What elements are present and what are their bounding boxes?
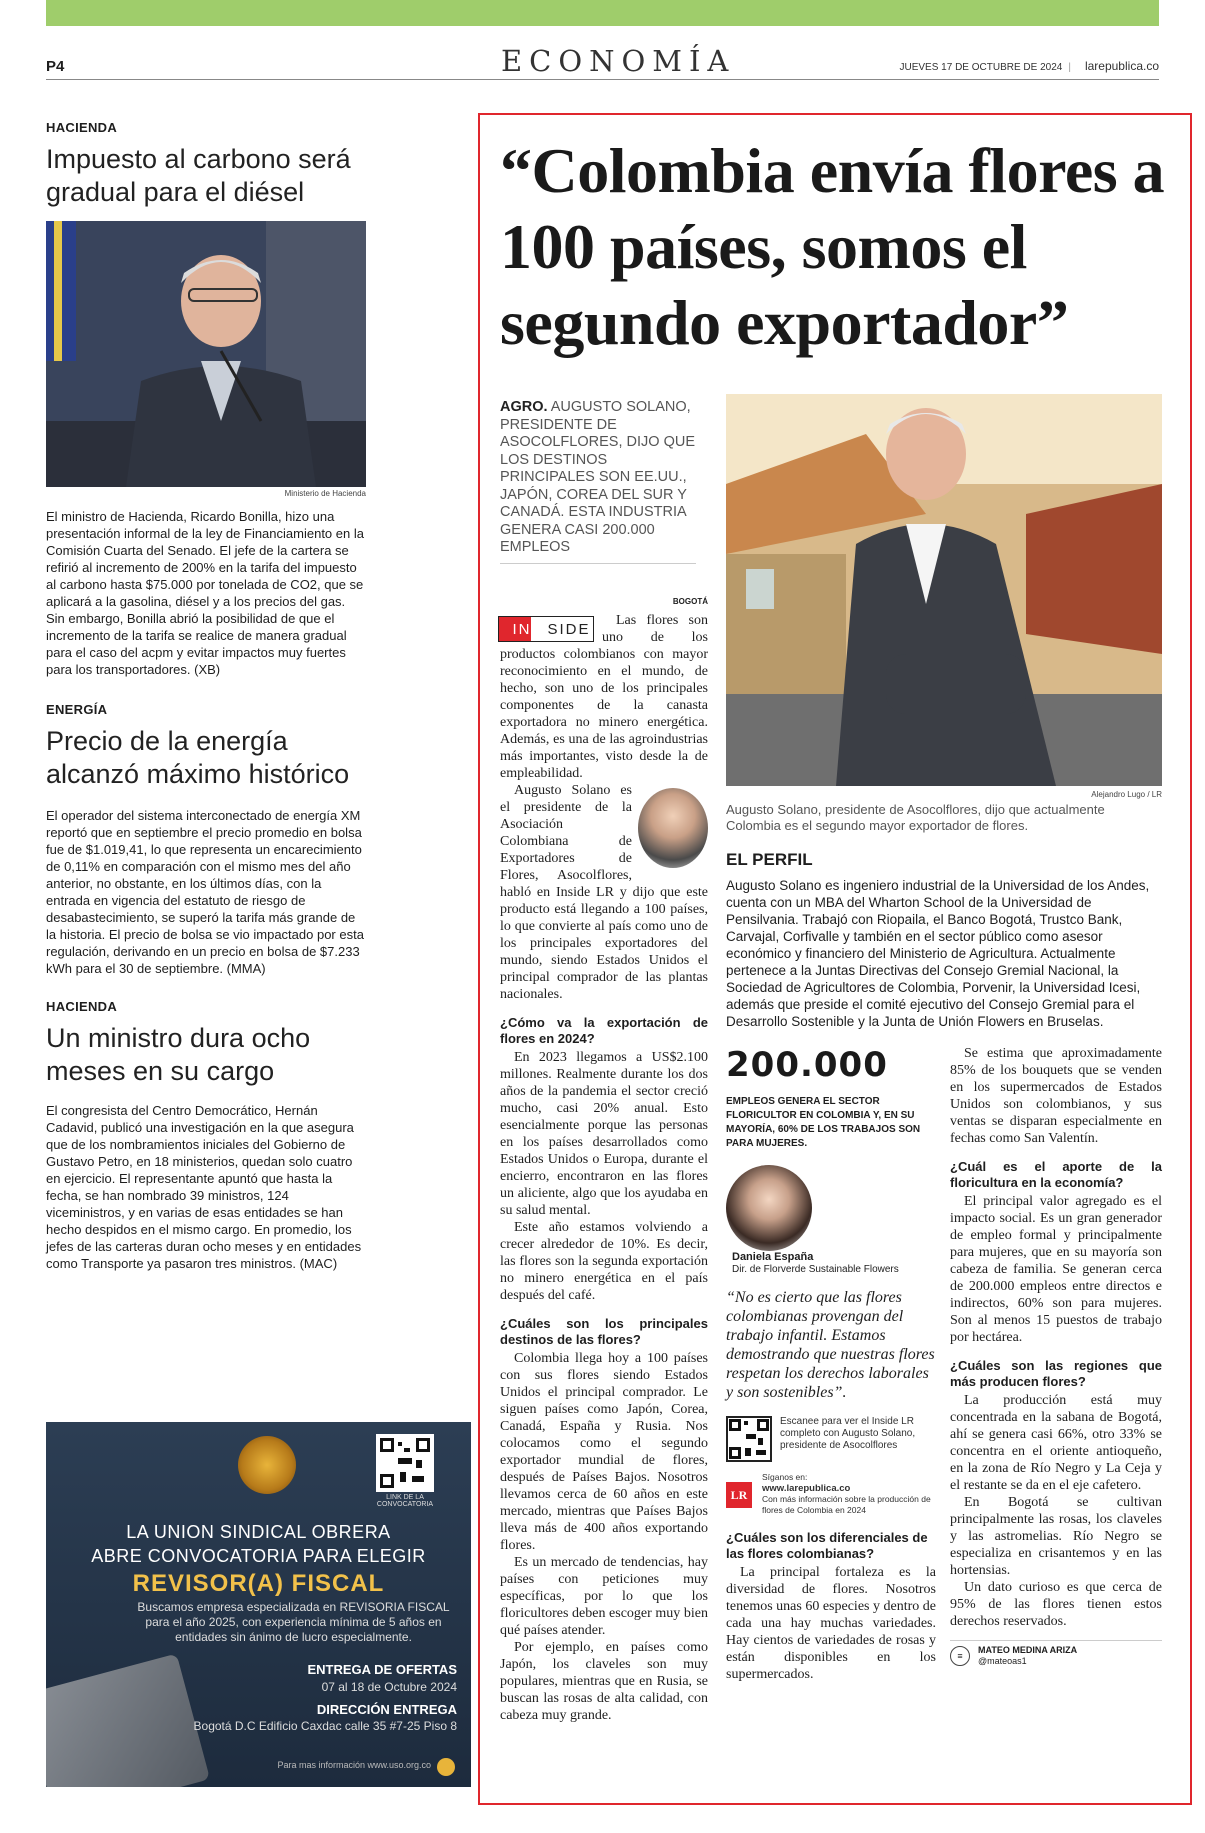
main-article: [478, 113, 1192, 1805]
lr-logo-icon: LR: [726, 1482, 752, 1508]
brief-ministers: [46, 999, 366, 1272]
top-color-bar: [46, 0, 1159, 26]
city-label: BOGOTÁ: [672, 597, 708, 606]
paragraph-text: Augusto Solano es el presidente de la Asociación Colombiana de Exportadores de Flores, Asocolflores, habló en Inside LR y dijo que este producto está llegando a 100 países, lo que convierte al país como uno de los principales exportadores del mundo, siendo Estados Unidos el principal comprador de las plantas nacionales.: [500, 783, 708, 1002]
author-name: MATEO MEDINA ARIZA: [978, 1645, 1078, 1655]
minister-illustration: [46, 221, 366, 487]
ad-qr-code-icon[interactable]: [376, 1434, 434, 1492]
lr-follow: Síganos en:: [762, 1472, 808, 1482]
paragraph: Este año estamos volviendo a crecer alrededor de 10%. Es decir, las flores son la segunda exportación no minero energética en el país después del café.: [500, 1220, 708, 1303]
paragraph: En 2023 llegamos a US$2.100 millones. Realmente durante los dos años de la pandemia el sector creció mucho, casi 20% anual. Esto esencialmente porque las personas en los países desarrollados como Estados Unidos o Europa, durante el encierro, encontraron en las flores un aliciente, algo que los ayudaba en su salud mental.: [500, 1050, 708, 1218]
paragraph: Se estima que aproximadamente 85% de los bouquets que se venden en los supermercados de Estados Unidos son colombianos, y sus ventas se disparan especialmente en fechas como San Valentín.: [950, 1046, 1162, 1146]
lr-more: Con más información sobre la producción de flores de Colombia en 2024: [762, 1494, 931, 1515]
brief-body: El operador del sistema interconectado de energía XM reportó que en septiembre el precio promedio en bolsa fue de $1.019,41, lo que representa un encarecimiento de 0,11% en comparación con el mismo mes del año anterior, no obstante, en los últimos días, con la entrada en vigencia del estatuto de riesgo de desabastecimiento, se superó la tarifa más grande de la historia. El precio de bolsa se vio impactado por esta regulación, derivando en un precio en bolsa de $7.233 kWh para el 30 de septiembre. (MMA): [46, 808, 364, 976]
article-lead: [500, 399, 696, 564]
brief-title: Precio de la energía alcanzó máximo histórico: [46, 726, 350, 789]
big-number: 200.000: [726, 1045, 888, 1085]
byline-text: [978, 1645, 1077, 1667]
paragraph: Es un mercado de tendencias, hay países con peticiones muy específicas, por lo que los floricultores deben escoger muy bien qué países atender.: [500, 1555, 708, 1638]
paragraph: [500, 782, 708, 1003]
brief-energy: [46, 702, 366, 977]
profile-text: Augusto Solano es ingeniero industrial de la Universidad de los Andes, cuenta con un MBA del Wharton School de la Universidad de Pensilvania. Trabajó con Riopaila, el Banco Bogotá, Trustco Bank, Carvajal, Corfivalle y también en el sector público como asesor económico y financiero del Ministerio de Agricultura. Actualmente pertenece a la Juntas Directivas del Consejo Gremial Nacional, la Sociedad de Agricultores de Colombia, Porvenir, la Universidad Icesi, además que preside el comité ejecutivo del Consejo Gremial para el Desarrollo Sostenible y la Junta de Unión Flowers en Bruselas.: [726, 878, 1150, 1029]
author-chat-icon: ≡: [950, 1646, 970, 1666]
byline: [950, 1640, 1162, 1667]
solano-thumbnail: [638, 788, 708, 868]
calculator-icon: [46, 1654, 210, 1787]
article-column-3: [950, 1045, 1162, 1667]
coin-icon: [437, 1758, 455, 1776]
question: ¿Cómo va la exportación de flores en 2024?: [500, 1015, 708, 1046]
brief-title: Impuesto al carbono será gradual para el diésel: [46, 144, 351, 207]
paragraph: Un dato curioso es que cerca de 95% de las flores tienen estos derechos reservados.: [950, 1580, 1162, 1629]
union-seal-icon: [238, 1436, 296, 1494]
paragraph: Colombia llega hoy a 100 países con sus flores siendo Estados Unidos el principal comprador. Le siguen países como Japón, Corea, Canadá, España y Rusia. Nos colocamos como el segundo exportador mundial de flores, después de Países Bajos. Nosotros llevamos cerca de 60 años en este mercado, mientras que Países Bajos lleva más de 400 años exportando flores.: [500, 1351, 708, 1553]
quote-attribution: [732, 1251, 899, 1276]
paragraph: El principal valor agregado es el impacto social. Es un gran generador de empleo formal y principalmente para mujeres, que en su mayoría son cabeza de familia. Se generan cerca de 200.000 empleos entre directos e indirectos, 60% son para mujeres. Son al menos 15 puestos de trabajo por hectárea.: [950, 1194, 1162, 1345]
brief-kicker: HACIENDA: [46, 999, 118, 1014]
ad-line: 07 al 18 de Octubre 2024: [321, 1680, 457, 1694]
ad-address: Bogotá D.C Edificio Caxdac calle 35 #7-25 Piso 8: [193, 1719, 457, 1733]
paragraph: La principal fortaleza es la diversidad de flores. Nosotros tenemos unas 60 especies y dentro de cada una hay muchas variedades. Hay cientos de variedades de rosas y están disponibles en los supermercados.: [726, 1565, 936, 1682]
inside-qr-code-icon[interactable]: [726, 1416, 772, 1462]
photo-caption: Augusto Solano, presidente de Asocolflores, dijo que actualmente Colombia es el segundo mayor exportador de flores.: [726, 802, 1105, 833]
ad-line: ABRE CONVOCATORIA PARA ELEGIR: [91, 1546, 426, 1566]
lr-site-link[interactable]: www.larepublica.co: [762, 1483, 851, 1494]
ad-qr-label: LINK DE LA CONVOCATORIA: [376, 1494, 434, 1508]
ad-headline: REVISOR(A) FISCAL: [132, 1570, 385, 1597]
quote-role: Dir. de Florverde Sustainable Flowers: [732, 1264, 899, 1275]
issue-date: JUEVES 17 DE OCTUBRE DE 2024: [899, 62, 1063, 73]
paragraph: Por ejemplo, en países como Japón, los claveles son muy populares, mientras que en Rusia, se buscan las rosas de alta calidad, con cabeza muy grande.: [500, 1640, 708, 1723]
question: ¿Cuál es el aporte de la floricultura en la economía?: [950, 1159, 1162, 1190]
page-number: P4: [46, 58, 65, 75]
author-handle[interactable]: @mateoas1: [978, 1656, 1027, 1666]
interview-photo: [726, 394, 1162, 786]
lr-promo[interactable]: [726, 1472, 936, 1516]
big-number-caption: EMPLEOS GENERA EL SECTOR FLORICULTOR EN COLOMBIA Y, EN SU MAYORÍA, 60% DE LOS TRABAJOS SON PARA MUJERES.: [726, 1096, 921, 1149]
lead-text: AUGUSTO SOLANO, PRESIDENTE DE ASOCOLFLORES, DIJO QUE LOS DESTINOS PRINCIPALES SON EE.UU., JAPÓN, COREA DEL SUR Y CANADÁ. ESTA INDUSTRIA GENERA CASI 200.000 EMPLEOS: [500, 399, 695, 555]
article-column-2: [726, 1045, 936, 1683]
brief-carbon-tax: [46, 120, 366, 678]
article-headline: “Colombia envía flores a 100 países, somos el segundo exportador”: [500, 135, 1165, 358]
inside-qr-block[interactable]: [726, 1416, 936, 1462]
brief-kicker: ENERGÍA: [46, 702, 108, 717]
photo-credit: Ministerio de Hacienda: [284, 489, 366, 498]
brief-body: El congresista del Centro Democrático, Hernán Cadavid, publicó una investigación en la que asegura que de los nombramientos iniciales del Gobierno de Gustavo Petro, en 18 ministerios, quedan solo cuatro en ejercicio. El representante apuntó que hasta la fecha, se han nombrado 39 ministros, 124 viceministros, y en varias de esas entidades se han hecho despidos en el mismo cargo. En promedio, los jefes de las carteras duran ocho meses y en entidades como Transporte ya pasaron tres ministros. (MAC): [46, 1103, 362, 1271]
paragraph: [500, 612, 708, 782]
briefs-column: [46, 120, 366, 1272]
brief-title: Un ministro dura ocho meses en su cargo: [46, 1023, 311, 1086]
photo-credit: Alejandro Lugo / LR: [1091, 790, 1162, 799]
ad-line: ENTREGA DE OFERTAS: [307, 1662, 457, 1677]
quote-name: Daniela España: [732, 1251, 814, 1263]
quote-portrait: [726, 1165, 812, 1251]
brief-kicker: HACIENDA: [46, 120, 118, 135]
qr-instructions: Escanee para ver el Inside LR completo con Augusto Solano, presidente de Asocolflores: [780, 1416, 916, 1451]
paragraph: La producción está muy concentrada en la sabana de Bogotá, ahí se genera casi 66%, otro 33% se concentra en el oriente antioqueño, en la zona de Río Negro y La Ceja y el restante se da en el eje cafetero.: [950, 1393, 1162, 1493]
question: ¿Cuáles son las regiones que más producen flores?: [950, 1358, 1162, 1389]
paragraph-text: Las flores son uno de los productos colombianos con mayor reconocimiento en el mundo, de hecho, son uno de los principales componentes de la canasta exportadora no minero energética. Además, es una de las agroindustrias más importantes, visto desde la de empleabilidad.: [500, 613, 708, 781]
ad-line: LA UNION SINDICAL OBRERA: [126, 1522, 391, 1542]
inside-side: SIDE: [547, 620, 591, 638]
inside-badge: [498, 616, 594, 642]
profile-heading: EL PERFIL: [726, 850, 813, 869]
article-column-1: [500, 593, 708, 1724]
dateline: JUEVES 17 DE OCTUBRE DE 2024 | larepublica.co: [899, 59, 1159, 73]
pull-quote: “No es cierto que las flores colombianas provengan del trabajo infantil. Estamos demostrando que nuestras flores respetan los derechos laborales y son sostenibles”.: [726, 1289, 935, 1401]
paragraph: En Bogotá se cultivan principalmente las rosas, los claveles y las astromelias. Río Negro se especializa en crisantemos y en las hortensias.: [950, 1495, 1162, 1578]
inside-in: IN: [499, 617, 531, 641]
quote-block: [726, 1165, 936, 1402]
ad-line: DIRECCIÓN ENTREGA: [316, 1702, 457, 1717]
lr-promo-text: [762, 1472, 936, 1516]
brief-body: El ministro de Hacienda, Ricardo Bonilla, hizo una presentación informal de la ley de Financiamiento en la Comisión Cuarta del Senado. El jefe de la cartera se refirió al incremento de 200% en la tarifa del impuesto al carbono hasta $75.000 por tonelada de CO2, que se aplicará a la gasolina, diésel y a los precios del gas. Sin embargo, Bonilla abrió la posibilidad de que el incremento de la tarifa se realice de manera gradual para el caso del acpm y evitar impactos muy fuertes para los transportadores. (XB): [46, 509, 364, 677]
site-link[interactable]: larepublica.co: [1084, 59, 1159, 73]
question: ¿Cuáles son los principales destinos de las flores?: [500, 1316, 708, 1347]
minister-photo: [46, 221, 366, 487]
uso-advertisement[interactable]: [46, 1422, 471, 1787]
ad-description: Buscamos empresa especializada en REVISORIA FISCAL para el año 2025, con experiencia mínima de 5 años en entidades sin ánimo de lucro especialmente.: [137, 1600, 450, 1644]
ad-info-link[interactable]: Para mas información www.uso.org.co: [277, 1760, 431, 1770]
page-header: [46, 44, 1159, 80]
question: ¿Cuáles son los diferenciales de las flores colombianas?: [726, 1530, 928, 1561]
section-title: ECONOMÍA: [501, 44, 736, 78]
interview-illustration: [726, 394, 1162, 786]
lead-kicker: AGRO.: [500, 399, 548, 415]
